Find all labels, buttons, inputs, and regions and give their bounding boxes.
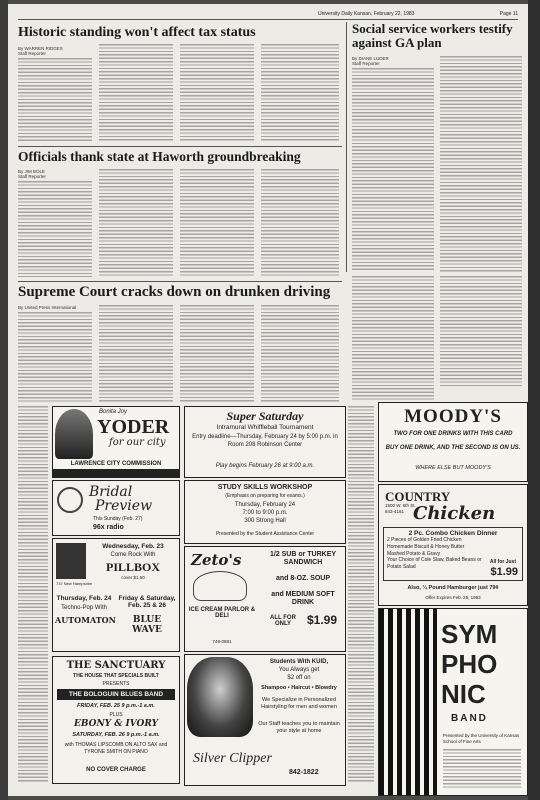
yoder-name: YODER xyxy=(97,416,170,438)
story3-column1 xyxy=(18,181,92,277)
sanctuary-date1: FRIDAY, FEB. 25 9 p.m.-1 a.m. xyxy=(77,703,155,709)
ad-country-chicken xyxy=(378,484,528,606)
silver-line2: You Always get xyxy=(278,667,320,673)
sanctuary-date2: SATURDAY, FEB. 26 9 p.m.-1 a.m. xyxy=(72,732,160,738)
moodys-line3: WHERE ELSE BUT MOODY'S xyxy=(415,465,491,471)
story4-column2 xyxy=(99,305,173,402)
sanctuary-plus: PLUS xyxy=(109,712,123,718)
country-special-box xyxy=(383,527,523,581)
left-margin-column xyxy=(18,406,48,782)
country-item: Mashed Potato & Gravy xyxy=(387,550,441,557)
story4-column1 xyxy=(18,312,92,402)
study-title: STUDY SKILLS WORKSHOP xyxy=(217,484,313,491)
ad-pillbox xyxy=(52,538,180,652)
pillbox-thu: Thursday, Feb. 24 xyxy=(56,595,112,602)
silver-line5: Our Staff teaches you to maintain your style at home xyxy=(258,721,340,735)
symphonic-line1: SYM xyxy=(441,619,498,649)
pillbox-fri: Friday & Saturday, Feb. 25 & 26 xyxy=(118,595,176,609)
ad-study-skills xyxy=(184,480,346,544)
silver-line1: Students With KUID, xyxy=(269,659,329,665)
zeto-line2: and 8-OZ. SOUP xyxy=(275,575,331,582)
ad-bridal-preview xyxy=(52,480,180,536)
study-footer: Presented by the Student Assistance Center xyxy=(215,531,315,537)
byline-story1: By WARREN RIDGES Staff Reporter xyxy=(18,46,63,57)
country-price: $1.99 xyxy=(490,566,518,578)
symphonic-sub: Presented by the University of Kansas School of Fine Arts xyxy=(443,733,520,744)
headline-social-service: Social service workers testify against GA plan xyxy=(352,21,513,50)
story3-column4 xyxy=(261,169,339,277)
ad-yoder xyxy=(52,406,180,478)
sanctuary-sub: THE HOUSE THAT SPECIALS BUILT xyxy=(73,673,159,679)
country-item: Homemade Biscuit & Honey Butter xyxy=(387,543,465,550)
symphonic-band: BAND xyxy=(451,713,488,724)
zeto-line1: 1/2 SUB or TURKEY SANDWICH xyxy=(269,551,337,567)
country-name2: Chicken xyxy=(413,503,496,524)
symphonic-line3: NIC xyxy=(441,679,486,709)
headline-haworth: Officials thank state at Haworth groundbreaking xyxy=(18,149,301,164)
sanctuary-with: with THOMAS LIPSCOMB ON ALTO SAX and TYRONE SMITH ON PIANO xyxy=(64,742,168,755)
section-rule xyxy=(18,146,342,147)
page-header xyxy=(18,9,518,20)
study-day: Thursday, February 24 xyxy=(234,502,296,508)
story4-column4 xyxy=(261,305,339,402)
ad-sanctuary xyxy=(52,656,180,784)
byline-story4: By United Press International xyxy=(18,305,77,310)
bridal-line2: Preview xyxy=(95,498,153,514)
bridal-line1: Bridal xyxy=(89,484,133,500)
story1-column1 xyxy=(18,58,92,142)
zeto-line3: and MEDIUM SOFT DRINK xyxy=(271,591,335,607)
story2-continued-2 xyxy=(440,276,522,386)
ad-symphonic-band xyxy=(378,608,528,796)
sanctuary-present: PRESENTS xyxy=(102,681,130,687)
bridal-radio: 96x radio xyxy=(93,524,124,531)
pillbox-address: 737 New Hampshire xyxy=(56,581,93,586)
zeto-name: Zeto's xyxy=(191,551,242,569)
story1-column2 xyxy=(99,44,173,142)
zeto-allfor: ALL FOR ONLY xyxy=(270,615,296,627)
pillbox-come: Come Rock With xyxy=(110,552,156,558)
yoder-sub: for our city xyxy=(109,437,166,448)
yoder-bar xyxy=(53,469,179,477)
pillbox-band3: BLUE WAVE xyxy=(132,615,162,635)
ad-silver-clipper xyxy=(184,654,346,786)
ice-cream-icon xyxy=(193,571,247,601)
right-margin-column xyxy=(348,406,374,782)
headline-historic-standing: Historic standing won't affect tax status xyxy=(18,25,256,40)
study-time: 7:00 to 9:00 p.m. xyxy=(242,510,288,516)
sanctuary-cover: NO COVER CHARGE xyxy=(86,767,146,773)
study-place: 300 Strong Hall xyxy=(244,518,286,524)
silver-line4: We Specialize in Personalized Hairstyling for men and women xyxy=(261,697,337,711)
newspaper-page xyxy=(8,4,528,796)
byline-story3: By JIM BOLE Staff Reporter xyxy=(18,169,46,180)
byline-story2: By DIANE LUDER Staff Reporter xyxy=(352,56,389,67)
pillbox-cover: cover $1.50 xyxy=(121,575,145,580)
country-item: Your Choice of Cole Slaw, Baked Beans or Potato Salad xyxy=(387,557,482,570)
sanctuary-name: THE SANCTUARY xyxy=(66,660,166,671)
country-address: 1500 W. 6th St. 843-4161 xyxy=(385,503,416,514)
header-date: University Daily Kansan, February 22, 1983 xyxy=(318,11,415,17)
yoder-top: Bonita Joy xyxy=(99,409,128,415)
scan-edge-right xyxy=(528,0,540,800)
story2-column2 xyxy=(440,56,522,272)
zeto-price: $1.99 xyxy=(306,613,338,627)
ad-super-saturday xyxy=(184,406,346,478)
zeto-sub: ICE CREAM PARLOR & DELI xyxy=(188,607,256,619)
scan-edge-left xyxy=(0,0,8,800)
piano-keys-graphic xyxy=(379,609,437,795)
pillbox-band1: PILLBOX xyxy=(105,560,160,574)
sanctuary-band: THE BOLOGUIN BLUES BAND xyxy=(57,689,175,700)
silver-line3: $2 off on xyxy=(287,675,311,681)
story2-continued-1 xyxy=(352,276,434,402)
story3-column2 xyxy=(99,169,173,277)
zeto-phone: 749-0881 xyxy=(212,639,232,644)
ad-zetos xyxy=(184,546,346,652)
venue-logo xyxy=(56,543,86,579)
story1-column4 xyxy=(261,44,339,142)
pillbox-techno: Techno-Pop With xyxy=(61,605,107,611)
moodys-line1: TWO FOR ONE DRINKS WITH THIS CARD xyxy=(393,431,513,437)
ring-icon xyxy=(57,487,83,513)
saturday-line1: Entry deadline—Thursday, February 24 by 5:00 p.m. in Room 208 Robinson Center xyxy=(192,434,338,448)
country-also: Also, ¼ Pound Hamburger just 79¢ xyxy=(407,585,499,591)
sanctuary-band2: EBONY & IVORY xyxy=(73,719,159,729)
study-sub: (Emphasis on preparing for exams.) xyxy=(225,493,305,499)
story3-column3 xyxy=(180,169,254,277)
moodys-name: MOODY'S xyxy=(404,406,502,427)
silver-services: Shampoo • Haircut • Blowdry xyxy=(261,685,337,691)
story4-column3 xyxy=(180,305,254,402)
bridal-date: This Sunday (Feb. 27) xyxy=(93,516,143,522)
pillbox-wed: Wednesday, Feb. 23 xyxy=(102,543,164,550)
country-name1: COUNTRY xyxy=(385,489,451,504)
ad-moodys xyxy=(378,402,528,482)
country-special: 2 Pc. Combo Chicken Dinner xyxy=(408,530,498,537)
country-item: 2 Pieces of Golden Fried Chicken xyxy=(387,537,462,543)
story2-column1 xyxy=(352,68,434,272)
column-rule xyxy=(346,22,347,272)
pillbox-band2: AUTOMATON xyxy=(55,615,116,625)
model-photo xyxy=(187,657,253,737)
story1-column3 xyxy=(180,44,254,142)
symphonic-details xyxy=(443,749,521,789)
headline-supreme-court: Supreme Court cracks down on drunken driving xyxy=(18,284,331,300)
header-page-number: Page 11 xyxy=(499,11,518,17)
candidate-photo xyxy=(55,409,93,459)
symphonic-line2: PHO xyxy=(441,649,498,679)
moodys-line2: BUY ONE DRINK, AND THE SECOND IS ON US. xyxy=(385,445,521,451)
country-all-for: All for Just xyxy=(489,559,516,565)
country-offer: Offer Expires Feb. 25, 1983 xyxy=(425,595,481,600)
saturday-title: Super Saturday xyxy=(226,409,304,423)
saturday-sub: Intramural Whiffleball Tournament xyxy=(216,424,314,431)
silver-name: Silver Clipper xyxy=(193,751,272,766)
section-rule-2 xyxy=(18,281,342,282)
saturday-line2: Play begins February 26 at 9:00 a.m. xyxy=(215,463,315,469)
yoder-office: LAWRENCE CITY COMMISSION xyxy=(70,461,162,467)
silver-phone: 842-1822 xyxy=(289,769,319,776)
